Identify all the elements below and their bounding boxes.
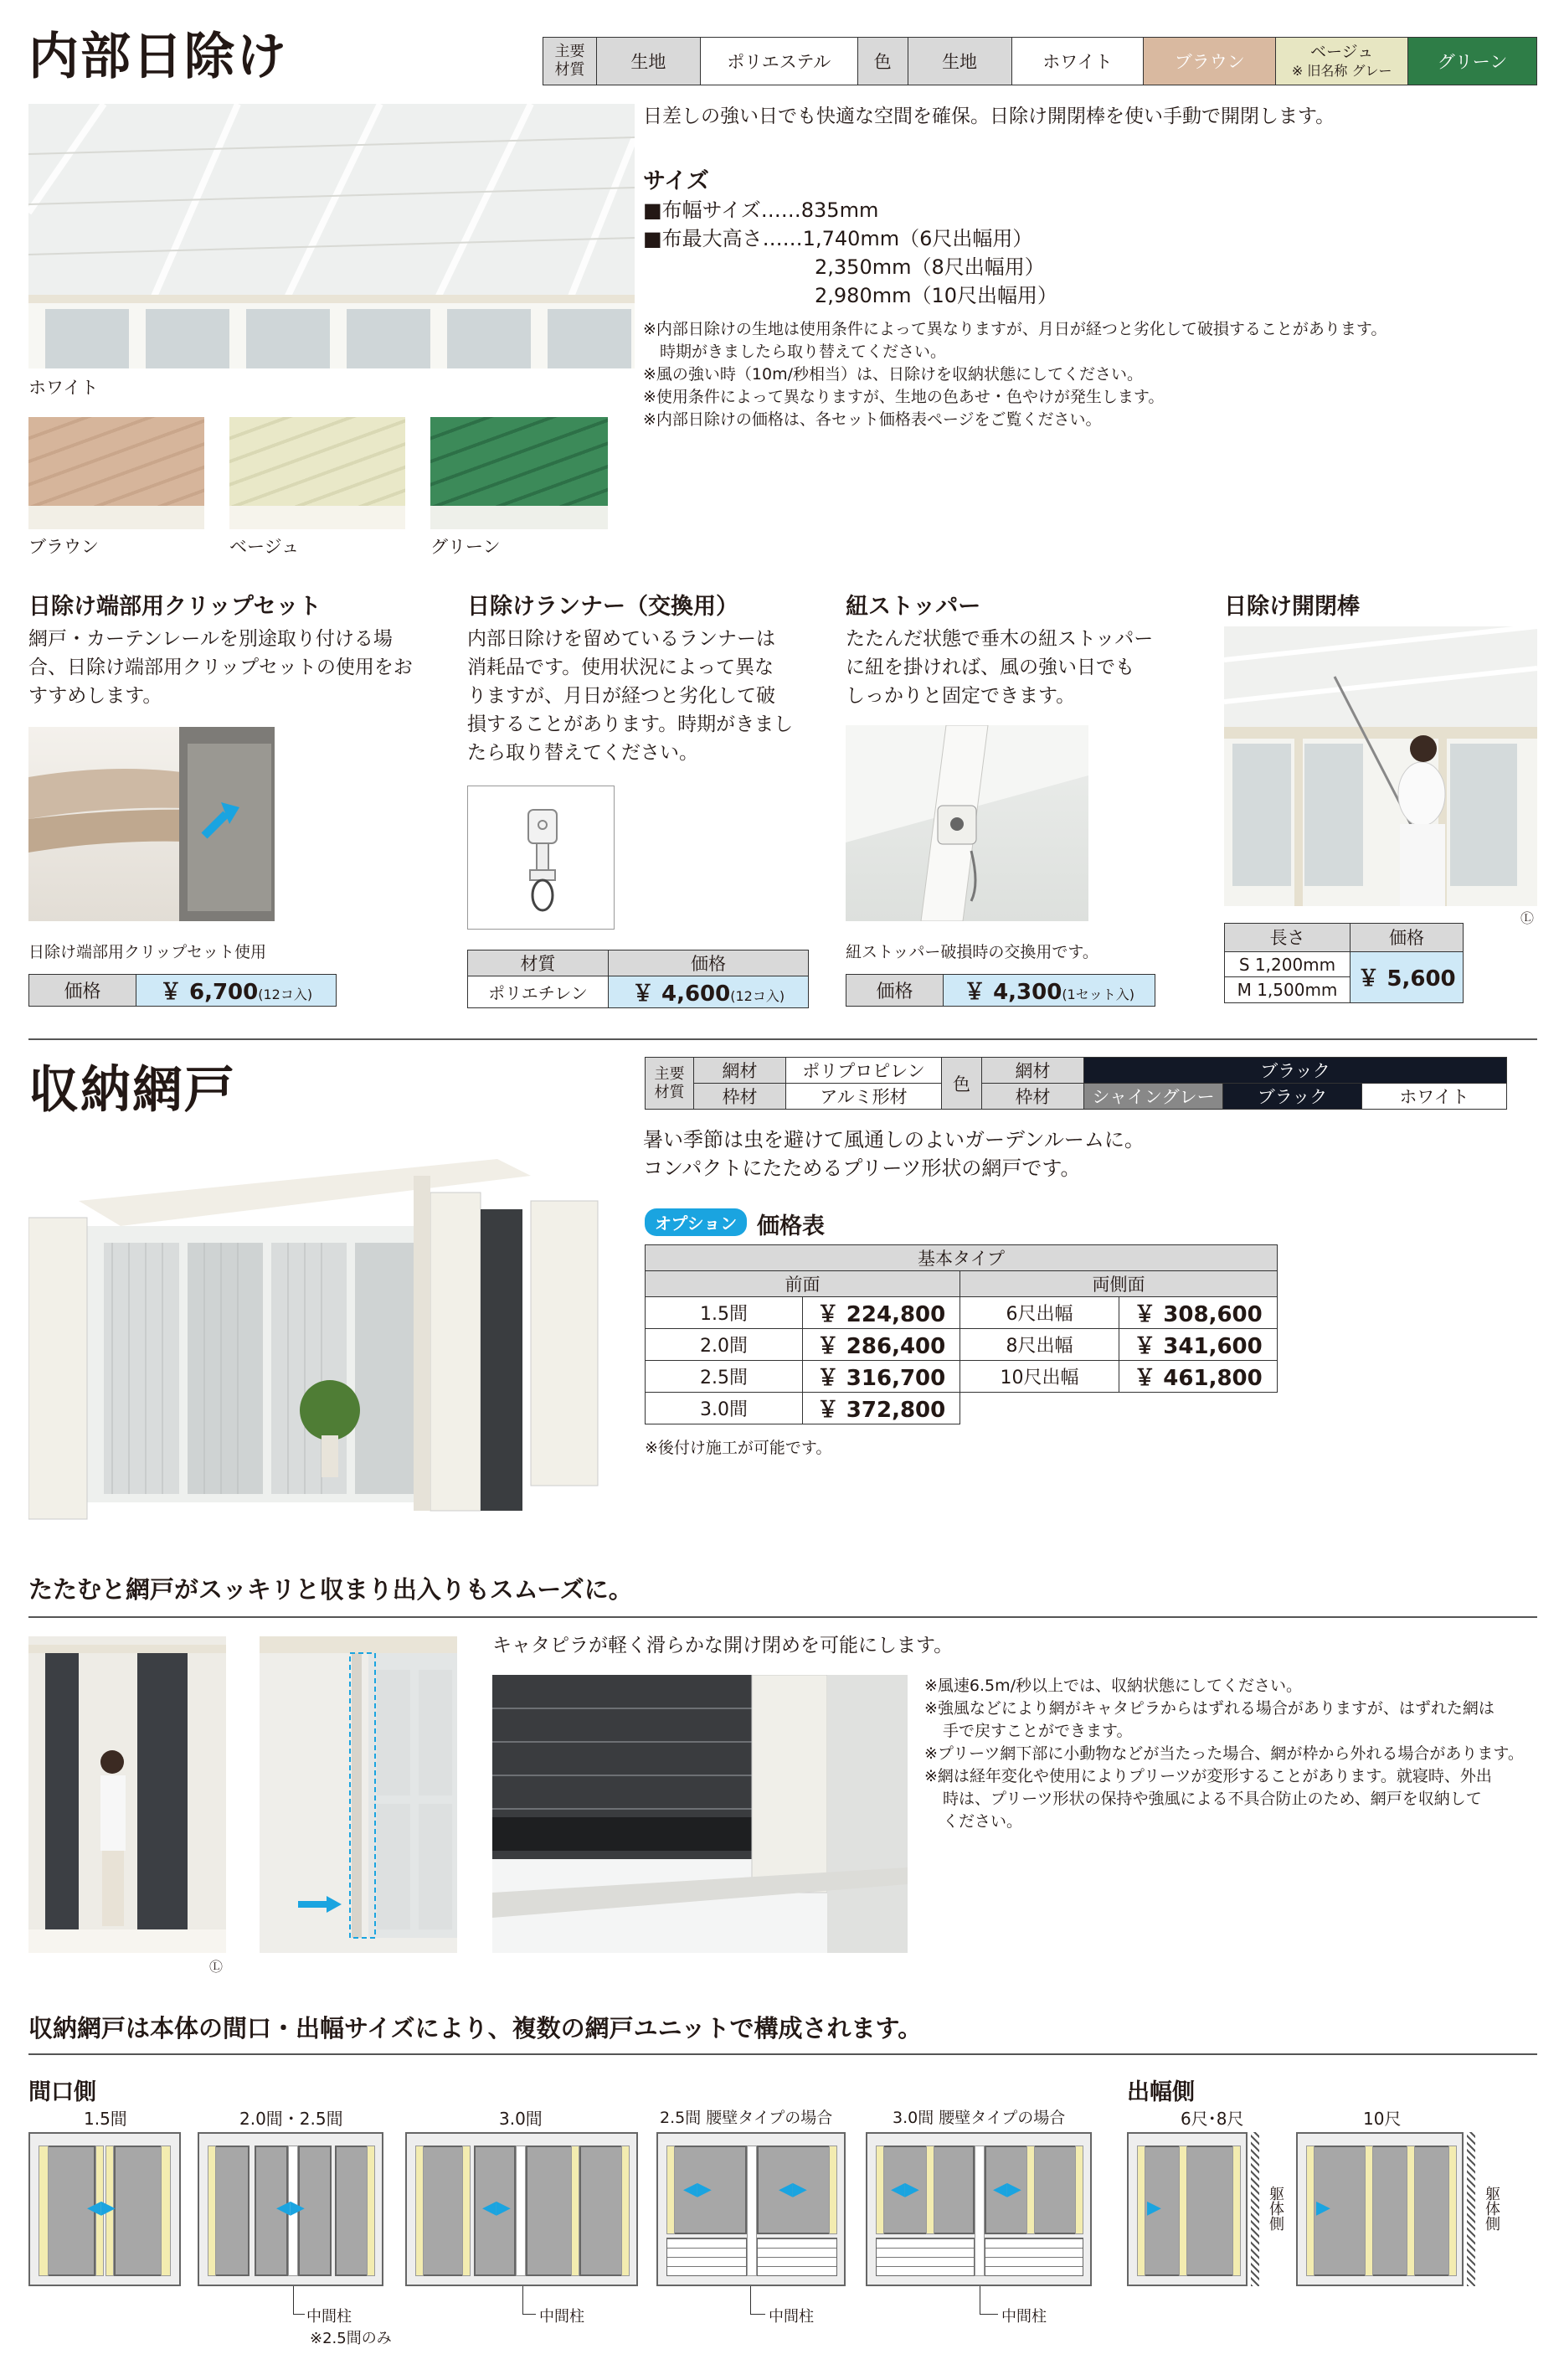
side-price-1: ￥ 308,600 (1119, 1297, 1278, 1329)
part-runner-price-table (467, 950, 809, 1008)
part-rod-len-label: 長さ (1225, 924, 1350, 952)
part-rod-price: ￥ 5,600 (1357, 966, 1456, 992)
frame-post (462, 2146, 471, 2276)
frame-post (829, 2146, 837, 2234)
open-arrows-icon: ◀▶ (276, 2197, 305, 2218)
mid-post-label-1: 中間柱 (306, 2308, 352, 2326)
rod-photo (1224, 626, 1537, 906)
caption-white: ホワイト (28, 378, 99, 398)
projection-side-label: 出幅側 (1127, 2079, 1195, 2105)
side-size-3: 10尺出幅 (960, 1361, 1119, 1393)
diagram-label-30-wall: 3.0間 腰壁タイプの場合 (893, 2109, 1066, 2127)
sunshade-note-1: ※内部日除けの生地は使用条件によって異なりますが、月日が経つと劣化して破損することがあります。 (643, 320, 1387, 338)
garden-room-photo (28, 1142, 611, 1536)
sunshade-description: 日差しの強い日でも快適な空間を確保。日除け開閉棒を使い手動で開閉します。 (643, 106, 1335, 127)
screen-spec-h2: 材質 (654, 1083, 685, 1101)
screen-note-3: ※プリーツ網下部に小動物などが当たった場合、網が枠から外れる場合があります。 (924, 1744, 1524, 1763)
open-arrows-icon: ◀▶ (683, 2179, 712, 2200)
garden-room-illustration (28, 1142, 611, 1536)
front-price-3: ￥ 316,700 (803, 1361, 960, 1393)
part-clip-desc-2: 合、日除け端部用クリップセットの使用をお (28, 657, 413, 678)
part-runner-desc-4: 損することがあります。時期がきまし (467, 713, 794, 735)
color-white: ホワイト (1011, 38, 1144, 85)
table-note: ※後付け施工が可能です。 (645, 1439, 832, 1457)
side-size-2: 8尺出幅 (960, 1329, 1119, 1361)
woman-opening-screen-photo (28, 1636, 226, 1953)
spec-fabric-value: ポリエステル (700, 38, 857, 85)
diagram-25-wall (656, 2132, 846, 2286)
diagram-30 (405, 2132, 638, 2286)
part-clip-price-label: 価格 (29, 975, 136, 1007)
beige-photo-frame (229, 506, 405, 529)
part-runner-desc-3: りますが、月日が経つと劣化して破 (467, 685, 775, 707)
green-photo-frame (430, 506, 608, 529)
frame-post (926, 2146, 934, 2234)
woman-photo-mark: Ⓛ (209, 1959, 224, 1975)
frame-post (1026, 2146, 1035, 2234)
headline-rule (28, 1616, 1537, 1618)
part-stopper-desc-3: しっかりと固定できます。 (846, 685, 1076, 707)
waist-wall (757, 2238, 837, 2276)
part-clip-title: 日除け端部用クリップセット (28, 594, 322, 620)
screen-spec-table (645, 1057, 1507, 1110)
stopper-illustration (846, 725, 1088, 921)
frame-post (1306, 2146, 1314, 2276)
screen-note-4c: ください。 (943, 1812, 1023, 1831)
frame-post (1075, 2146, 1083, 2234)
diagram-30-wall (866, 2132, 1092, 2286)
open-arrows-icon: ▶ (1147, 2197, 1161, 2218)
runner-illustration (468, 786, 615, 930)
front-price-1: ￥ 224,800 (803, 1297, 960, 1329)
size-height-8: 2,350mm（8尺出幅用） (815, 255, 1045, 279)
brown-sunshade-photo (28, 417, 204, 529)
part-clip-unit: (12コ入) (258, 987, 313, 1002)
spec-frame-color-label: 枠材 (982, 1084, 1084, 1110)
body-wall-2 (1467, 2132, 1475, 2286)
caterpillar-text: キャタピラが軽く滑らかな開け閉めを可能にします。 (492, 1635, 954, 1656)
part-runner-desc-2: 消耗品です。使用状況によって異な (467, 657, 774, 678)
open-arrows-icon: ◀▶ (993, 2179, 1021, 2200)
green-sunshade-photo (430, 417, 608, 529)
mid-post (516, 2146, 526, 2276)
diagram-15 (28, 2132, 181, 2286)
color-green: グリーン (1408, 38, 1537, 85)
spec-h1: 主要 (554, 43, 585, 60)
color-brown: ブラウン (1144, 38, 1276, 85)
spec-color-label: 色 (857, 38, 908, 85)
screen-spec-h1: 主要 (654, 1064, 685, 1083)
part-clip-price-table (28, 974, 337, 1007)
front-price-2: ￥ 286,400 (803, 1329, 960, 1361)
woman-screen-illustration (28, 1636, 226, 1953)
frame-post (161, 2146, 171, 2276)
clip-photo (28, 727, 275, 921)
side-price-3: ￥ 461,800 (1119, 1361, 1278, 1393)
rod-illustration (1224, 626, 1537, 906)
spec-net-color-label: 網材 (982, 1058, 1084, 1084)
screen-note-1: ※風速6.5m/秒以上では、収納状態にしてください。 (924, 1677, 1303, 1695)
frame-color-black: ブラック (1223, 1084, 1362, 1110)
mid-post-note: ※2.5間のみ (310, 2330, 392, 2347)
part-rod-price-table (1224, 923, 1464, 1003)
frontage-side-label: 間口側 (28, 2079, 96, 2105)
net-color-black: ブラック (1084, 1058, 1507, 1084)
diagram-label-30: 3.0間 (499, 2109, 543, 2129)
front-price-4: ￥ 372,800 (803, 1393, 960, 1424)
part-runner-material: ポリエチレン (468, 976, 609, 1008)
screen-price-table (645, 1244, 1278, 1424)
diagram-6-8 (1127, 2132, 1248, 2286)
size-height-10: 2,980mm（10尺出幅用） (815, 284, 1058, 307)
part-runner-desc-1: 内部日除けを留めているランナーは (467, 628, 775, 650)
table-head-side: 両側面 (960, 1271, 1278, 1297)
color-beige-note: ※ 旧名称 グレー (1291, 62, 1392, 79)
table-head-basic: 基本タイプ (646, 1245, 1278, 1271)
open-arrows-icon: ▶ (1316, 2197, 1330, 2218)
part-runner-desc-5: たら取り替えてください。 (467, 742, 698, 764)
screen-desc-2: コンパクトにたためるプリーツ形状の網戸です。 (643, 1157, 1081, 1180)
open-arrows-icon: ◀▶ (891, 2179, 919, 2200)
mid-post (747, 2146, 757, 2276)
mid-post-label-2: 中間柱 (539, 2308, 584, 2326)
body-wall-1 (1251, 2132, 1259, 2286)
mid-post-leader-2 (522, 2286, 536, 2315)
part-runner-price: ￥ 4,600 (631, 981, 731, 1007)
spec-frame-label: 枠材 (694, 1084, 786, 1110)
mid-post-label-4: 中間柱 (1001, 2308, 1047, 2326)
front-size-2: 2.0間 (646, 1329, 803, 1361)
waist-wall (985, 2238, 1083, 2276)
screen-spec-color: 色 (942, 1058, 982, 1110)
caterpillar-photo (492, 1675, 908, 1953)
part-runner-price-label: 価格 (609, 950, 809, 976)
open-arrows-icon: ◀▶ (482, 2197, 511, 2218)
spec-net-value: ポリプロピレン (786, 1058, 942, 1084)
spec-fabric-label: 生地 (596, 38, 700, 85)
front-size-1: 1.5間 (646, 1297, 803, 1329)
front-size-3: 2.5間 (646, 1361, 803, 1393)
units-headline: 収納網戸は本体の間口・出幅サイズにより、複数の網戸ユニットで構成されます。 (28, 2014, 923, 2043)
part-stopper-desc-1: たたんだ状態で垂木の紐ストッパー (846, 628, 1154, 650)
body-side-label-1: 躯体側 (1267, 2186, 1284, 2231)
mid-post-leader-4 (980, 2286, 998, 2315)
frame-post (1448, 2146, 1457, 2276)
size-title: サイズ (643, 168, 709, 194)
diagram-20-25 (198, 2132, 383, 2286)
mid-post-leader-1 (293, 2286, 305, 2315)
units-rule (28, 2053, 1537, 2055)
frame-post (621, 2146, 630, 2276)
frame-post (1179, 2146, 1187, 2276)
diagram-label-25-wall: 2.5間 腰壁タイプの場合 (660, 2109, 833, 2127)
part-stopper-title: 紐ストッパー (846, 594, 981, 620)
part-clip-price: ￥ 6,700 (159, 980, 259, 1005)
part-stopper-price: ￥ 4,300 (964, 980, 1062, 1005)
open-arrows-icon: ◀▶ (87, 2197, 116, 2218)
part-runner-unit: (12コ入) (730, 988, 785, 1004)
part-stopper-desc-2: に紐を掛ければ、風の強い日でも (846, 657, 1134, 678)
frame-post (208, 2146, 216, 2276)
part-rod-size-s: S 1,200mm (1225, 951, 1350, 977)
side-price-2: ￥ 341,600 (1119, 1329, 1278, 1361)
caption-beige: ベージュ (229, 537, 300, 557)
frame-post (367, 2146, 375, 2276)
brown-photo-frame (28, 506, 204, 529)
frame-post (666, 2146, 675, 2234)
screen-note-4: ※網は経年変化や使用によりプリーツが変形することがあります。就寝時、外出 (924, 1767, 1492, 1785)
frame-post (415, 2146, 424, 2276)
section-title-sunshade: 内部日除け (28, 28, 288, 86)
screen-note-2b: 手で戻すことができます。 (943, 1722, 1133, 1740)
option-badge: オプション (645, 1208, 747, 1236)
sunshade-note-3: ※使用条件によって異なりますが、生地の色あせ・色やけが発生します。 (643, 388, 1165, 406)
diagram-label-20-25: 2.0間・2.5間 (239, 2109, 343, 2129)
side-size-1: 6尺出幅 (960, 1297, 1119, 1329)
clip-illustration (28, 727, 275, 921)
part-runner-mat-label: 材質 (468, 950, 609, 976)
mid-post-label-3: 中間柱 (769, 2308, 814, 2326)
mid-post (975, 2146, 985, 2276)
diagram-10 (1296, 2132, 1464, 2286)
front-size-4: 3.0間 (646, 1393, 803, 1424)
price-table-title: 価格表 (757, 1213, 825, 1239)
part-stopper-unit: (1セット入) (1062, 987, 1134, 1002)
part-rod-title: 日除け開閉棒 (1224, 594, 1360, 620)
sunshade-note-4: ※内部日除けの価格は、各セット価格表ページをご覧ください。 (643, 410, 1102, 429)
frame-post (571, 2146, 579, 2276)
sunshade-illustration (28, 104, 635, 368)
screen-desc-1: 暑い季節は虫を避けて風通しのよいガーデンルームに。 (643, 1128, 1145, 1151)
beige-sunshade-photo (229, 417, 405, 529)
frame-post (39, 2146, 49, 2276)
part-clip-desc-1: 網戸・カーテンレールを別途取り付ける場 (28, 628, 393, 650)
rod-copyright-mark: Ⓛ (1520, 910, 1535, 926)
table-head-front: 前面 (646, 1271, 960, 1297)
color-beige: ベージュ (1310, 42, 1374, 61)
diagram-label-6-8: 6尺･8尺 (1181, 2109, 1244, 2129)
part-stopper-caption: 紐ストッパー破損時の交換用です。 (846, 943, 1098, 961)
part-clip-caption: 日除け端部用クリップセット使用 (28, 943, 267, 961)
sunshade-spec-table (543, 37, 1537, 85)
screen-panel (526, 2146, 573, 2276)
stored-screen-illustration (260, 1636, 457, 1953)
spec-frame-value: アルミ形材 (786, 1084, 942, 1110)
caption-green: グリーン (430, 537, 501, 557)
waist-wall (666, 2238, 747, 2276)
open-arrows-icon: ◀▶ (779, 2179, 807, 2200)
size-height: ■布最大高さ……1,740mm（6尺出幅用） (643, 227, 1033, 250)
spec-h2: 材質 (554, 61, 585, 79)
frame-post (1365, 2146, 1373, 2276)
frame-post (1137, 2146, 1145, 2276)
screen-note-4b: 時は、プリーツ形状の保持や強風による不具合防止のため、網戸を収納して (943, 1790, 1482, 1808)
stored-screen-photo (260, 1636, 457, 1953)
spec-color-fabric: 生地 (908, 38, 1011, 85)
screen-note-2: ※強風などにより網がキャタピラからはずれる場合がありますが、はずれた網は (924, 1699, 1495, 1718)
frame-post (876, 2146, 884, 2234)
size-width: ■布幅サイズ……835mm (643, 198, 879, 222)
sunshade-note-1b: 時期がきましたら取り替えてください。 (660, 343, 947, 361)
frame-color-shinegray: シャイングレー (1084, 1084, 1223, 1110)
part-rod-price-label: 価格 (1350, 924, 1464, 952)
part-stopper-price-table (846, 974, 1155, 1007)
part-clip-desc-3: すすめします。 (28, 685, 162, 707)
body-side-label-2: 躯体側 (1483, 2186, 1500, 2231)
caption-brown: ブラウン (28, 537, 99, 557)
part-runner-title: 日除けランナー（交換用） (467, 594, 738, 620)
frame-color-white: ホワイト (1362, 1084, 1507, 1110)
fold-headline: たたむと網戸がスッキリと収まり出入りもスムーズに。 (28, 1575, 633, 1604)
spec-net-label: 網材 (694, 1058, 786, 1084)
white-sunshade-photo (28, 104, 635, 368)
frame-post (1407, 2146, 1415, 2276)
part-rod-size-m: M 1,500mm (1225, 977, 1350, 1003)
stopper-photo (846, 725, 1088, 921)
part-stopper-price-label: 価格 (846, 975, 944, 1007)
frame-post (1232, 2146, 1241, 2276)
waist-wall (876, 2238, 975, 2276)
section-divider (28, 1038, 1537, 1040)
diagram-label-10: 10尺 (1363, 2109, 1402, 2129)
section-title-screen: 収納網戸 (28, 1061, 236, 1120)
runner-photo (467, 786, 615, 930)
caterpillar-illustration (492, 1675, 908, 1953)
diagram-label-15: 1.5間 (84, 2109, 127, 2129)
sunshade-note-2: ※風の強い時（10m/秒相当）は、日除けを収納状態にしてください。 (643, 365, 1144, 384)
mid-post-leader-3 (750, 2286, 765, 2315)
